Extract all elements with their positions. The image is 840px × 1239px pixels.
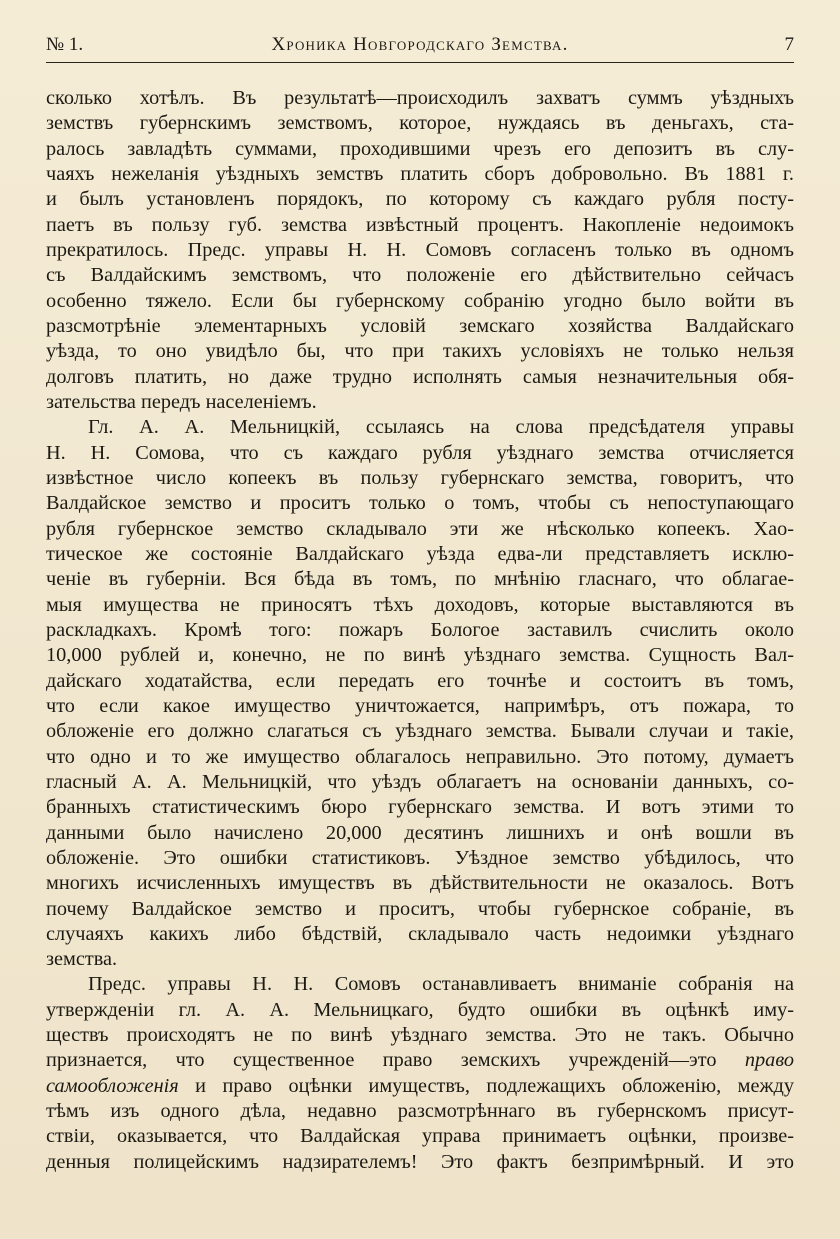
text-line: обложеніе. Это ошибки статистиковъ. Уѣздное земство убѣдилось, что	[46, 846, 794, 869]
text-line: что одно и то же имущество облагалось неправильно. Это потому, думаетъ	[46, 745, 794, 768]
italic-term: самообложенія	[46, 1074, 179, 1097]
text-line: паетъ въ пользу губ. земства извѣстный процентъ. Накопленіе недоимокъ	[46, 213, 794, 236]
text-line: денныя полицейскимъ надзирателемъ! Это фактъ безпримѣрный. И это	[46, 1150, 794, 1173]
text-line: гласный А. А. Мельницкій, что уѣздъ облагаетъ на основаніи данныхъ, со-	[46, 770, 794, 793]
text-line: разсмотрѣніе элементарныхъ условій земскаго хозяйства Валдайскаго	[46, 314, 794, 337]
text-line	[46, 1074, 794, 1099]
text-segment: признается, что существенное право земскихъ учрежденій—это	[46, 1049, 717, 1072]
running-header	[46, 28, 794, 63]
text-line: чаяхъ нежеланія уѣздныхъ земствъ платить сборъ добровольно. Въ 1881 г.	[46, 162, 794, 185]
text-segment: и право оцѣнки имуществъ, подлежащихъ обложенію, между	[195, 1074, 794, 1097]
text-line: особенно тяжело. Если бы губернскому собранію угодно было войти въ	[46, 289, 794, 312]
text-line	[46, 1048, 794, 1073]
text-line: тическое же состояніе Валдайскаго уѣзда едва-ли представляетъ исклю-	[46, 542, 794, 565]
running-title: Хроника Новгородскаго Земства.	[271, 34, 569, 55]
text-line: бранныхъ статистическимъ бюро губернскаго земства. И вотъ этими то	[46, 796, 794, 819]
text-line: дайскаго ходатайства, если передать его точнѣе и состоитъ въ томъ,	[46, 669, 794, 692]
text-line: мыя имущества не приносятъ тѣхъ доходовъ, которые выставляются въ	[46, 593, 794, 616]
issue-number: № 1.	[46, 34, 84, 55]
text-line: ществъ происходятъ не по винѣ уѣзднаго земства. Это не такъ. Обычно	[46, 1024, 794, 1047]
text-line: Гл. А. А. Мельницкій, ссылаясь на слова предсѣдателя управы	[88, 416, 794, 439]
text-line: земства.	[46, 948, 118, 971]
text-line: 10,000 рублей и, конечно, не по винѣ уѣзднаго земства. Сущность Вал-	[46, 644, 794, 667]
text-body	[46, 86, 794, 1175]
text-line: что если какое имущество уничтожается, напримѣръ, отъ пожара, то	[46, 694, 794, 717]
text-line: рубля губернское земство складывало эти же нѣсколько копеекъ. Хао-	[46, 517, 794, 540]
text-line: зательства передъ населеніемъ.	[46, 390, 317, 413]
text-line: земствъ губернскимъ земствомъ, которое, нуждаясь въ деньгахъ, ста-	[46, 112, 794, 135]
text-line: тѣмъ изъ одного дѣла, недавно разсмотрѣннаго въ губернскомъ присут-	[46, 1100, 794, 1123]
text-line: Предс. управы Н. Н. Сомовъ останавливаетъ вниманіе собранія на	[88, 973, 794, 996]
text-line: почему Валдайское земство и проситъ, чтобы губернское собраніе, въ	[46, 897, 794, 920]
text-line: прекратилось. Предс. управы Н. Н. Сомовъ согласенъ только въ одномъ	[46, 238, 794, 261]
text-line: уѣзда, то оно увидѣло бы, что при такихъ условіяхъ не только нельзя	[46, 340, 794, 363]
text-line: и былъ установленъ порядокъ, по которому съ каждаго рубля посту-	[46, 188, 794, 211]
text-line: сколько хотѣлъ. Въ результатѣ—происходилъ захватъ суммъ уѣздныхъ	[46, 87, 794, 109]
italic-term: право	[744, 1049, 794, 1072]
text-line: Н. Н. Сомова, что съ каждаго рубля уѣзднаго земства отчисляется	[46, 441, 794, 464]
text-line: ченіе въ губерніи. Вся бѣда въ томъ, по мнѣнію гласнаго, что облагае-	[46, 568, 794, 591]
text-line: обложеніе его должно слагаться съ уѣзднаго земства. Бывали случаи и такіе,	[46, 720, 794, 743]
text-line: многихъ исчисленныхъ имуществъ въ дѣйствительности не оказалось. Вотъ	[46, 872, 794, 895]
text-line: данными было начислено 20,000 десятинъ лишнихъ и онѣ вошли въ	[46, 821, 794, 844]
text-line: раскладкахъ. Кромѣ того: пожаръ Бологое заставилъ счислить около	[46, 618, 794, 641]
text-line: ралось завладѣть суммами, проходившими чрезъ его депозитъ въ слу-	[46, 137, 794, 160]
text-line: долговъ платить, но даже трудно исполнять самыя незначительныя обя-	[46, 365, 794, 388]
text-line: Валдайское земство и проситъ только о томъ, чтобы съ непоступающаго	[46, 492, 794, 515]
text-line: утвержденіи гл. А. А. Мельницкаго, будто ошибки въ оцѣнкѣ иму-	[46, 998, 794, 1021]
text-line: ствіи, оказывается, что Валдайская управа принимаетъ оцѣнки, произве-	[46, 1125, 794, 1148]
text-line: съ Валдайскимъ земствомъ, что положеніе его дѣйствительно сейчасъ	[46, 264, 794, 287]
text-line: извѣстное число копеекъ въ пользу губернскаго земства, говоритъ, что	[46, 466, 794, 489]
text-line: случаяхъ какихъ либо бѣдствій, складывало часть недоимки уѣзднаго	[46, 922, 794, 945]
page-number: 7	[784, 34, 794, 55]
